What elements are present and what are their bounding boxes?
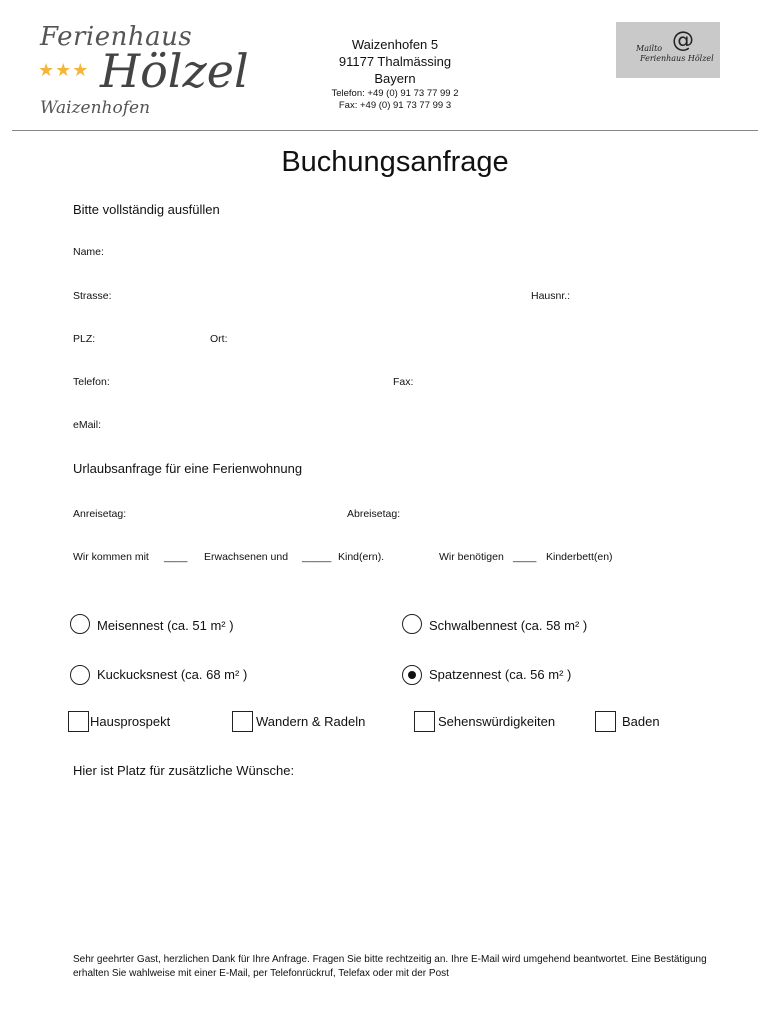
- checkbox-hausprospekt[interactable]: [68, 711, 89, 732]
- address-line-1: Waizenhofen 5: [351, 37, 439, 52]
- logo-ferienhaus-text: Ferienhaus: [40, 22, 193, 52]
- children-label: Kind(ern).: [338, 551, 385, 563]
- children-count-field[interactable]: _____: [302, 551, 332, 563]
- email-field[interactable]: eMail:: [73, 419, 102, 431]
- radio-schwalbennest[interactable]: [402, 614, 422, 634]
- wishes-textarea[interactable]: [73, 784, 713, 934]
- adults-label: Erwachsenen und: [204, 551, 289, 563]
- fax-field[interactable]: Fax:: [393, 376, 414, 388]
- cribs-count-field[interactable]: ____: [513, 551, 537, 563]
- apartment-label-spatzennest: Spatzennest (ca. 56 m² ): [429, 667, 572, 682]
- radio-spatzennest[interactable]: [402, 665, 422, 685]
- departure-date-field[interactable]: Abreisetag:: [347, 508, 401, 520]
- checkbox-sehenswuerdigkeiten[interactable]: [414, 711, 435, 732]
- fax-number: Fax: +49 (0) 91 73 77 99 3: [338, 100, 452, 111]
- apartment-label-meisennest: Meisennest (ca. 51 m² ): [97, 618, 234, 633]
- arrival-date-field[interactable]: Anreisetag:: [73, 508, 127, 520]
- at-sign-icon: @: [672, 28, 694, 53]
- guests-prefix: Wir kommen mit: [73, 551, 149, 563]
- mailto-label: Mailto: [636, 44, 663, 53]
- logo-waizenhofen-text: Waizenhofen: [40, 98, 151, 118]
- address-line-3: Bayern: [374, 71, 416, 86]
- apartment-label-schwalbennest: Schwalbennest (ca. 58 m² ): [429, 618, 588, 633]
- apartment-label-kuckucksnest: Kuckucksnest (ca. 68 m² ): [97, 667, 248, 682]
- radio-kuckucksnest[interactable]: [70, 665, 90, 685]
- cribs-label: Kinderbett(en): [546, 551, 613, 563]
- interest-label-wandern-radeln: Wandern & Radeln: [256, 714, 366, 729]
- page-title: Buchungsanfrage: [281, 146, 509, 178]
- house-number-field[interactable]: Hausnr.:: [531, 290, 571, 302]
- cribs-prefix: Wir benötigen: [439, 551, 504, 563]
- interest-label-baden: Baden: [622, 714, 660, 729]
- instructions-text: Bitte vollständig ausfüllen: [73, 202, 220, 217]
- phone-field[interactable]: Telefon:: [73, 376, 110, 388]
- radio-meisennest[interactable]: [70, 614, 90, 634]
- star-rating-icon: ★★★: [38, 60, 90, 80]
- checkbox-wandern-radeln[interactable]: [232, 711, 253, 732]
- adults-count-field[interactable]: ____: [164, 551, 188, 563]
- footer-note: Sehr geehrter Gast, herzlichen Dank für Ihre Anfrage. Fragen Sie bitte rechtzeitig an. Ihre E-Mail wird umgehend beantwortet. Eine Bestätigung erhalten Sie wahlweise mit einer E-Mail, per Telefonrückruf, Telefax oder mit der Post: [73, 954, 707, 979]
- mailto-name: Ferienhaus Hölzel: [640, 54, 714, 63]
- request-heading: Urlaubsanfrage für eine Ferienwohnung: [73, 461, 303, 476]
- address-line-2: 91177 Thalmässing: [338, 54, 452, 69]
- header-divider: [12, 130, 758, 131]
- interest-label-sehenswuerdigkeiten: Sehenswürdigkeiten: [438, 714, 556, 729]
- city-field[interactable]: Ort:: [210, 333, 228, 345]
- street-field[interactable]: Strasse:: [73, 290, 112, 302]
- phone-number: Telefon: +49 (0) 91 73 77 99 2: [331, 88, 459, 99]
- mailto-badge[interactable]: [616, 22, 720, 78]
- interest-label-hausprospekt: Hausprospekt: [90, 714, 171, 729]
- name-field[interactable]: Name:: [73, 246, 104, 258]
- postal-code-field[interactable]: PLZ:: [73, 333, 96, 345]
- checkbox-baden[interactable]: [595, 711, 616, 732]
- logo-hoelzel-text: Hölzel: [100, 44, 249, 98]
- wishes-heading: Hier ist Platz für zusätzliche Wünsche:: [73, 763, 295, 778]
